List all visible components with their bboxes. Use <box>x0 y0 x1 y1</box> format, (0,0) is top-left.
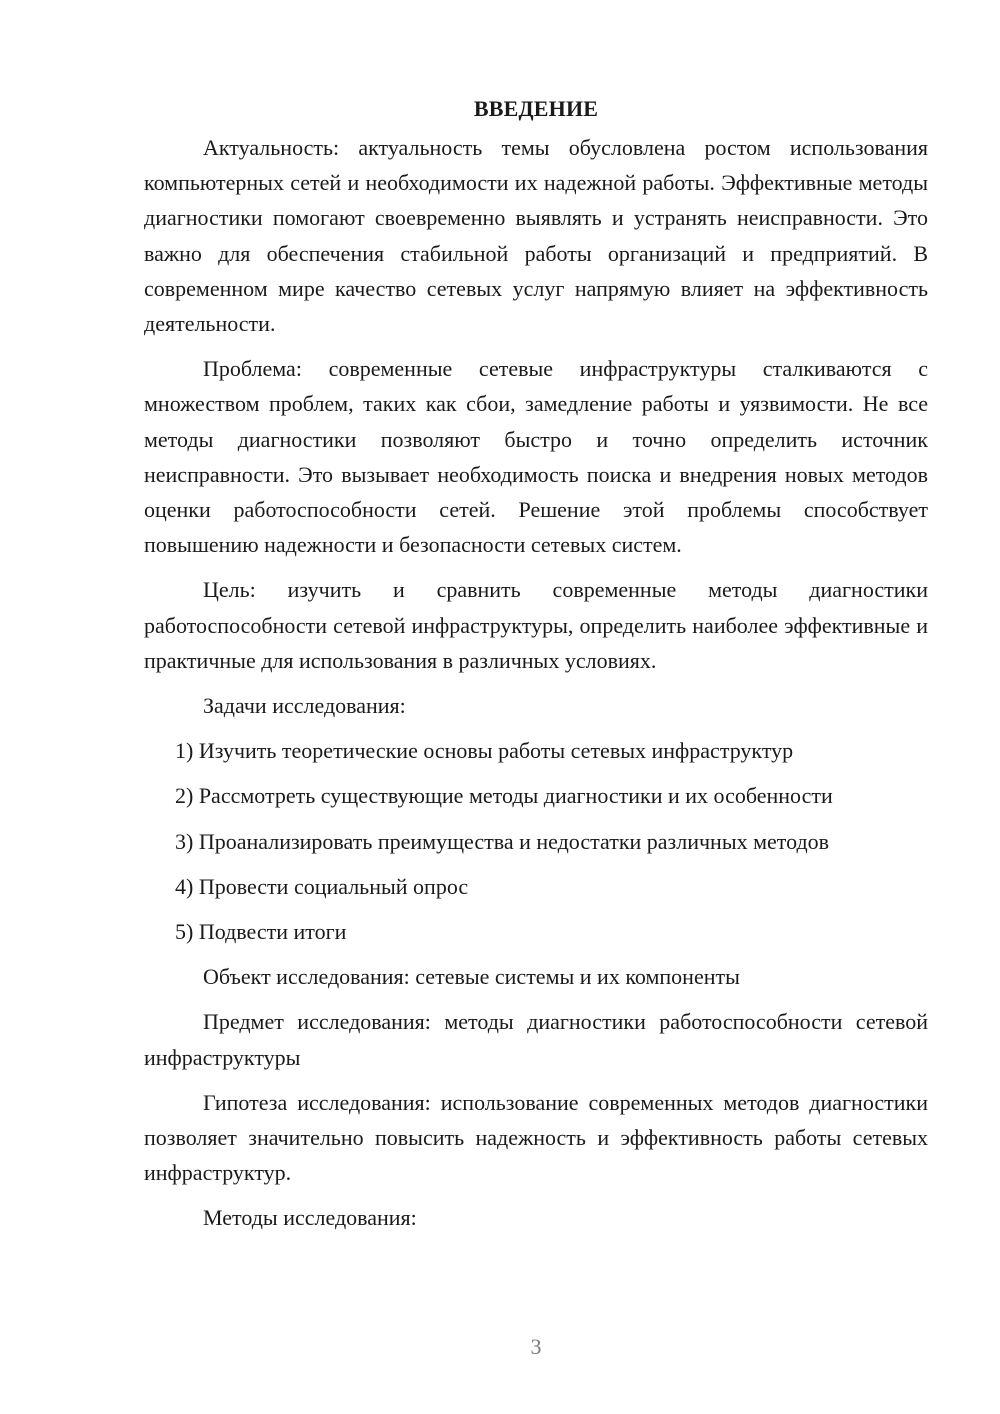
list-item: 5) Подвести итоги <box>175 919 347 945</box>
problem-paragraph: Проблема: современные сетевые инфраструктуры сталкиваются с множеством проблем, таких как сбои, замедление работы и уязвимости. Не все методы диагностики позволяют быстро и точно определить источник неисправности. Это вызывает необходимость поиска и внедрения новых методов оценки работоспособности сетей. Решение этой проблемы способствует повышению надежности и безопасности сетевых систем. <box>144 356 928 558</box>
list-item: 4) Провести социальный опрос <box>175 873 469 899</box>
tasks-heading: Задачи исследования: <box>203 693 406 719</box>
section-title: ВВЕДЕНИЕ <box>473 96 599 121</box>
object-paragraph: Объект исследования: сетевые системы и их компоненты <box>203 964 740 990</box>
list-item: 1) Изучить теоретические основы работы сетевых инфраструктур <box>175 738 794 764</box>
page-number: 3 <box>530 1334 542 1359</box>
page-content <box>144 92 928 1246</box>
hypothesis-paragraph: Гипотеза исследования: использование современных методов диагностики позволяет значительно повысить надежность и эффективность работы сетевых инфраструктур. <box>144 1089 928 1186</box>
methods-heading: Методы исследования: <box>203 1205 417 1231</box>
relevance-paragraph: Актуальность: актуальность темы обусловлена ростом использования компьютерных сетей и необходимости их надежной работы. Эффективные методы диагностики помогают своевременно выявлять и устранять неисправности. Это важно для обеспечения стабильной работы организаций и предприятий. В современном мире качество сетевых услуг напрямую влияет на эффективность деятельности. <box>144 135 928 337</box>
list-item: 2) Рассмотреть существующие методы диагностики и их особенности <box>175 783 833 809</box>
list-item: 3) Проанализировать преимущества и недостатки различных методов <box>175 828 830 854</box>
goal-paragraph: Цель: изучить и сравнить современные методы диагностики работоспособности сетевой инфраструктуры, определить наиболее эффективные и практичные для использования в различных условиях. <box>144 577 928 673</box>
tasks-list <box>144 733 928 949</box>
subject-paragraph: Предмет исследования: методы диагностики работоспособности сетевой инфраструктуры <box>144 1009 928 1070</box>
